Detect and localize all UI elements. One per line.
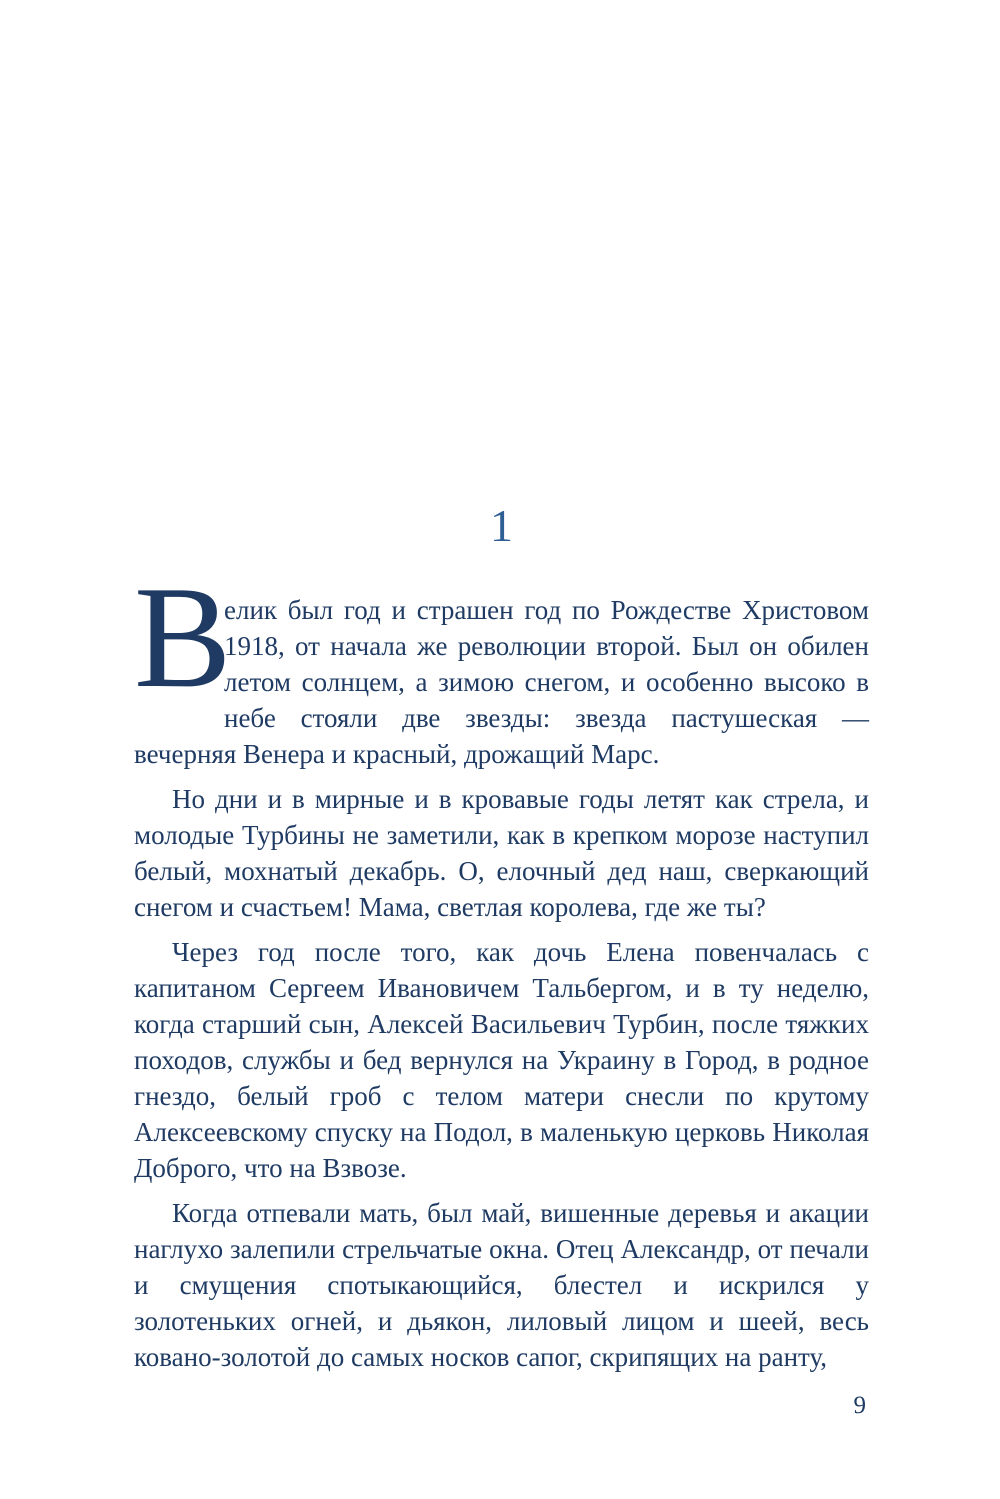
drop-cap: В: [134, 556, 232, 718]
paragraph: Но дни и в мирные и в кровавые годы летят как стрела, и молодые Турбины не заметили, как в крепком морозе наступил белый, мохнатый декабрь. О, елочный дед наш, сверкающий снегом и счастьем! Мама, светлая королева, где же ты?: [134, 784, 869, 922]
text-block: [134, 500, 869, 1375]
paragraph-text: елик был год и страшен год по Рождестве Христовом 1918, от начала же революции второй. Был он обилен летом солнцем, а зимою снегом, и особенно высоко в небе стояли две звезды: звезда пастушеская — вечерняя Венера и красный, дрожащий Марс.: [134, 595, 869, 769]
body-text: [134, 556, 869, 1375]
paragraph: [134, 556, 869, 772]
paragraph: Когда отпевали мать, был май, вишенные деревья и акации наглухо залепили стрельчатые окна. Отец Александр, от печали и смущения спотыкающийся, блестел и искрился у золотеньких огней, и дьякон, лиловый лицом и шеей, весь ковано-золотой до самых носков сапог, скрипящих на ранту,: [134, 1198, 869, 1372]
page-number: 9: [853, 1392, 866, 1419]
paragraph: Через год после того, как дочь Елена повенчалась с капитаном Сергеем Ивановичем Тальбергом, и в ту неделю, когда старший сын, Алексей Васильевич Турбин, после тяжких походов, службы и бед вернулся на Украину в Город, в родное гнездо, белый гроб с телом матери снесли по крутому Алексеевскому спуску на Подол, в маленькую церковь Николая Доброго, что на Взвозе.: [134, 937, 869, 1183]
chapter-number: 1: [490, 500, 513, 551]
